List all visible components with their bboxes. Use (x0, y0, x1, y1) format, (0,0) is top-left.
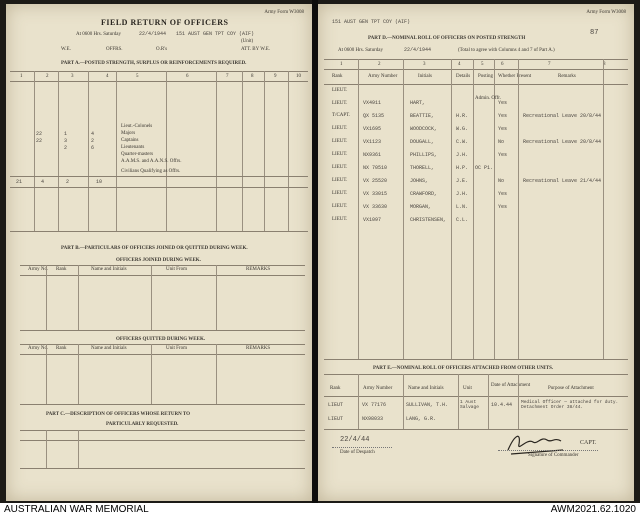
cell-value: 22 (36, 138, 43, 144)
rank-label: A.A.M.S. and A.A.N.S. Offrs. (121, 159, 182, 164)
col-rule (46, 430, 47, 468)
col-number: 8 (251, 74, 254, 79)
row-initials: J.H. (456, 191, 469, 197)
cell-value: 6 (91, 145, 95, 151)
row-name: HART, (410, 100, 426, 106)
row-rank: LIEUT. (332, 178, 348, 183)
table-rule (20, 354, 305, 355)
col-number: 6 (501, 62, 504, 67)
row-rank: LIEUT. (332, 139, 348, 144)
row-present: Yes (498, 191, 508, 197)
table-rule (324, 374, 628, 375)
row-army-number: VX4911 (363, 100, 382, 106)
col-heading: Army Number (368, 74, 398, 79)
col-heading: REMARKS (246, 267, 271, 272)
total-value: 2 (66, 179, 70, 185)
col-rule (288, 71, 289, 231)
col-rule (46, 265, 47, 330)
archive-footer (0, 503, 640, 517)
total-value: 4 (41, 179, 45, 185)
despatch-date: 22/4/44 (340, 436, 370, 444)
col-number: 10 (296, 74, 301, 79)
part-c-subheading: PARTICULARLY REQUESTED. (106, 422, 179, 427)
date-value: 22/4/1944 (139, 31, 167, 37)
row-rank: LIEUT. (332, 152, 348, 157)
col-number: 6 (186, 74, 189, 79)
cell-value: 1 (64, 131, 68, 137)
col-rule (34, 71, 35, 231)
row-name: MORGAN, (410, 204, 432, 210)
date-label: At 0600 Hrs. Saturday (338, 48, 383, 53)
archive-reference: AWM2021.62.1020 (550, 504, 636, 515)
col-rule (78, 344, 79, 404)
col-heading: Details (456, 74, 471, 79)
col-rule (46, 344, 47, 404)
row-initials: C.W. (456, 139, 469, 145)
date-value: 22/4/1944 (404, 47, 432, 53)
row-present: Yes (498, 126, 508, 132)
row-army-number: VX1097 (363, 217, 382, 223)
row-name: WOODCOCK, (410, 126, 438, 132)
despatch-rule (332, 447, 392, 448)
unit-label: (Unit) (241, 39, 254, 44)
row-name: PHILLIPS, (410, 152, 438, 158)
row-name: BEATTIE, (410, 113, 435, 119)
attached-name: LANG, G.R. (406, 416, 437, 422)
col-rule (78, 265, 79, 330)
col-heading: Purpose of Attachment (548, 386, 594, 391)
signature-rank: CAPT. (580, 440, 597, 446)
row-rank: LIEUT. (332, 126, 348, 131)
col-rule (403, 59, 404, 359)
unit-value: 151 AUST GEN TPT COY (AIF) (176, 31, 255, 37)
row-present: Yes (498, 204, 508, 210)
col-heading: Initials (418, 74, 432, 79)
row-initials: H.R. (456, 113, 469, 119)
col-heading: Whether Present (498, 74, 532, 79)
col-heading: REMARKS (246, 346, 271, 351)
total-value: 21 (16, 179, 23, 185)
col-rule (264, 71, 265, 231)
quitted-heading: OFFICERS QUITTED DURING WEEK. (116, 337, 206, 342)
col-heading: Army No. (28, 267, 49, 272)
col-number: 3 (71, 74, 74, 79)
table-rule (10, 231, 308, 232)
joined-heading: OFFICERS JOINED DURING WEEK. (116, 258, 201, 263)
col-number: 2 (46, 74, 49, 79)
col-number: 1 (20, 74, 23, 79)
col-rule (242, 71, 243, 231)
row-remarks: Recreational Leave 21/4/44 (523, 178, 602, 184)
row-present: Yes (498, 113, 508, 119)
col-rule (216, 71, 217, 231)
col-rule (518, 374, 519, 429)
row-army-number: QX 5135 (363, 113, 385, 119)
table-rule (324, 429, 628, 430)
serial-number: 87 (590, 29, 599, 37)
col-number: 7 (548, 62, 551, 67)
or-label: O.R's (156, 47, 168, 52)
table-rule (324, 59, 628, 60)
col-rule (151, 344, 152, 404)
table-rule (324, 69, 628, 70)
attached-unit: 1 Aust Salvage (460, 400, 479, 410)
row-army-number: VX 33630 (363, 204, 388, 210)
col-rule (216, 265, 217, 330)
total-value: 10 (96, 179, 103, 185)
row-initials: J.H. (456, 152, 469, 158)
table-rule (20, 265, 305, 266)
table-rule (20, 344, 305, 345)
cell-value: 3 (64, 138, 68, 144)
attached-rank: LIEUT (328, 416, 344, 422)
col-number: 9 (274, 74, 277, 79)
col-heading: Rank (332, 74, 343, 79)
row-present: No (498, 178, 505, 184)
part-a-heading: PART A.—POSTED STRENGTH, SURPLUS OR REINFORCEMENTS REQUIRED. (61, 61, 247, 66)
signature-rule (498, 450, 598, 451)
row-posting: OC P1. (475, 165, 494, 171)
col-rule (403, 374, 404, 429)
col-heading: Remarks (558, 74, 576, 79)
attached-name: SULLIVAN, T.H. (406, 402, 449, 408)
col-rule (488, 374, 489, 429)
rank-label: Quarter-masters (121, 152, 154, 157)
attached-rank: LIEUT (328, 402, 344, 408)
part-b-heading: PART B.—PARTICULARS OF OFFICERS JOINED OR QUITTED DURING WEEK. (61, 246, 248, 251)
row-army-number: VX 25520 (363, 178, 388, 184)
table-rule (20, 440, 305, 441)
row-rank: LIEUT. (332, 101, 348, 106)
row-army-number: NX 70510 (363, 165, 388, 171)
right-form-page (318, 4, 634, 501)
rank-label: Civilians Qualifying as Offrs. (121, 169, 181, 174)
attached-army-number: VX 77176 (362, 402, 387, 408)
row-name: CHRISTENSEN, (410, 217, 447, 223)
row-army-number: NX9361 (363, 152, 382, 158)
table-rule (20, 430, 305, 431)
col-number: 3 (423, 62, 426, 67)
col-number: 7 (226, 74, 229, 79)
attached-purpose: Medical Officer — attached for duty. Detachment Order 38/44. (521, 400, 619, 410)
col-number: 1 (340, 62, 343, 67)
col-rule (58, 71, 59, 231)
col-heading: Unit From (166, 346, 187, 351)
row-rank: LIEUT. (332, 217, 348, 222)
col-heading: Name and Initials (91, 346, 127, 351)
table-rule (324, 396, 628, 397)
col-heading: Unit (463, 386, 472, 391)
col-number: 4 (458, 62, 461, 67)
despatch-label: Date of Despatch (340, 450, 375, 455)
unit-value: 151 AUST GEN TPT COY (AIF) (332, 19, 411, 25)
row-army-number: VX1695 (363, 126, 382, 132)
col-heading: Army Number (363, 386, 393, 391)
rank-label: Majors (121, 131, 136, 136)
rank-label: Lieutenants (121, 145, 145, 150)
col-rule (78, 430, 79, 468)
table-rule (324, 84, 628, 85)
row-rank: LIEUT. (332, 165, 348, 170)
col-rule (151, 265, 152, 330)
left-form-page (6, 4, 312, 501)
col-heading: Army No. (28, 346, 49, 351)
form-title: FIELD RETURN OF OFFICERS (101, 18, 229, 27)
table-rule (10, 176, 308, 177)
col-number: 8 (603, 62, 606, 67)
signature-label: Signature of Commander (528, 453, 579, 458)
col-rule (166, 71, 167, 231)
col-heading: Rank (56, 267, 67, 272)
row-army-number: VX1123 (363, 139, 382, 145)
row-posting: Admin. Offr. (475, 96, 501, 101)
cell-value: 4 (91, 131, 95, 137)
cell-value: 2 (91, 138, 95, 144)
row-present: Yes (498, 100, 508, 106)
col-rule (116, 71, 117, 231)
col-rule (451, 59, 452, 359)
row-name: DOUGALL, (410, 139, 435, 145)
we-label: W.E. (61, 47, 71, 52)
row-rank: LIEUT. (332, 88, 348, 93)
col-number: 4 (106, 74, 109, 79)
row-rank: LIEUT. (332, 204, 348, 209)
table-rule (20, 330, 305, 331)
att-label: ATT. BY W.E. (241, 47, 271, 52)
col-rule (358, 374, 359, 429)
row-name: JOHNS, (410, 178, 429, 184)
col-heading: Posting (478, 74, 494, 79)
col-heading: Unit From (166, 267, 187, 272)
commander-signature (503, 428, 573, 456)
offrs-label: OFFRS. (106, 47, 123, 52)
form-number: Army Form W3008 (586, 10, 626, 15)
table-rule (20, 275, 305, 276)
col-rule (494, 59, 495, 359)
table-rule (10, 187, 308, 188)
form-number: Army Form W3008 (264, 10, 304, 15)
row-remarks: Recreational Leave 20/8/44 (523, 139, 602, 145)
table-rule (324, 359, 628, 360)
row-remarks: Recreational Leave 20/8/44 (523, 113, 602, 119)
col-rule (358, 59, 359, 359)
col-heading: Rank (330, 386, 341, 391)
col-rule (216, 344, 217, 404)
row-present: Yes (498, 152, 508, 158)
col-heading: Date of Attachment (491, 383, 531, 388)
col-rule (458, 374, 459, 429)
col-number: 5 (481, 62, 484, 67)
row-initials: W.G. (456, 126, 469, 132)
col-heading: Rank (56, 346, 67, 351)
row-army-number: VX 33015 (363, 191, 388, 197)
rank-label: Captains (121, 138, 139, 143)
row-name: CRAWFORD, (410, 191, 438, 197)
row-initials: C.L. (456, 217, 469, 223)
archive-name: AUSTRALIAN WAR MEMORIAL (4, 504, 149, 515)
col-heading: Name and Initials (408, 386, 444, 391)
table-rule (20, 404, 305, 405)
attached-date: 10.4.44 (491, 402, 513, 408)
cell-value: 22 (36, 131, 43, 137)
row-initials: J.E. (456, 178, 469, 184)
rank-label: Lieut.-Colonels (121, 124, 153, 129)
row-initials: L.N. (456, 204, 469, 210)
part-d-heading: PART D.—NOMINAL ROLL OF OFFICERS ON POSTED STRENGTH (368, 36, 526, 41)
col-number: 2 (378, 62, 381, 67)
row-initials: H.P. (456, 165, 469, 171)
col-heading: Name and Initials (91, 267, 127, 272)
row-rank: T/CAPT. (332, 113, 351, 118)
table-rule (20, 468, 305, 469)
row-present: No (498, 139, 505, 145)
part-c-heading: PART C.—DESCRIPTION OF OFFICERS WHOSE RETURN TO (46, 412, 191, 417)
col-rule (473, 59, 474, 359)
row-name: THORELL, (410, 165, 435, 171)
attached-army-number: NX98033 (362, 416, 384, 422)
date-label: At 0600 Hrs. Saturday (76, 32, 121, 37)
part-e-heading: PART E.—NOMINAL ROLL OF OFFICERS ATTACHED FROM OTHER UNITS. (373, 366, 554, 371)
col-number: 5 (136, 74, 139, 79)
cell-value: 2 (64, 145, 68, 151)
col-rule (603, 59, 604, 359)
total-note: (Total to agree with Columns 4 and 7 of Part A.) (458, 48, 555, 53)
col-rule (518, 59, 519, 359)
col-rule (88, 71, 89, 231)
row-rank: LIEUT. (332, 191, 348, 196)
